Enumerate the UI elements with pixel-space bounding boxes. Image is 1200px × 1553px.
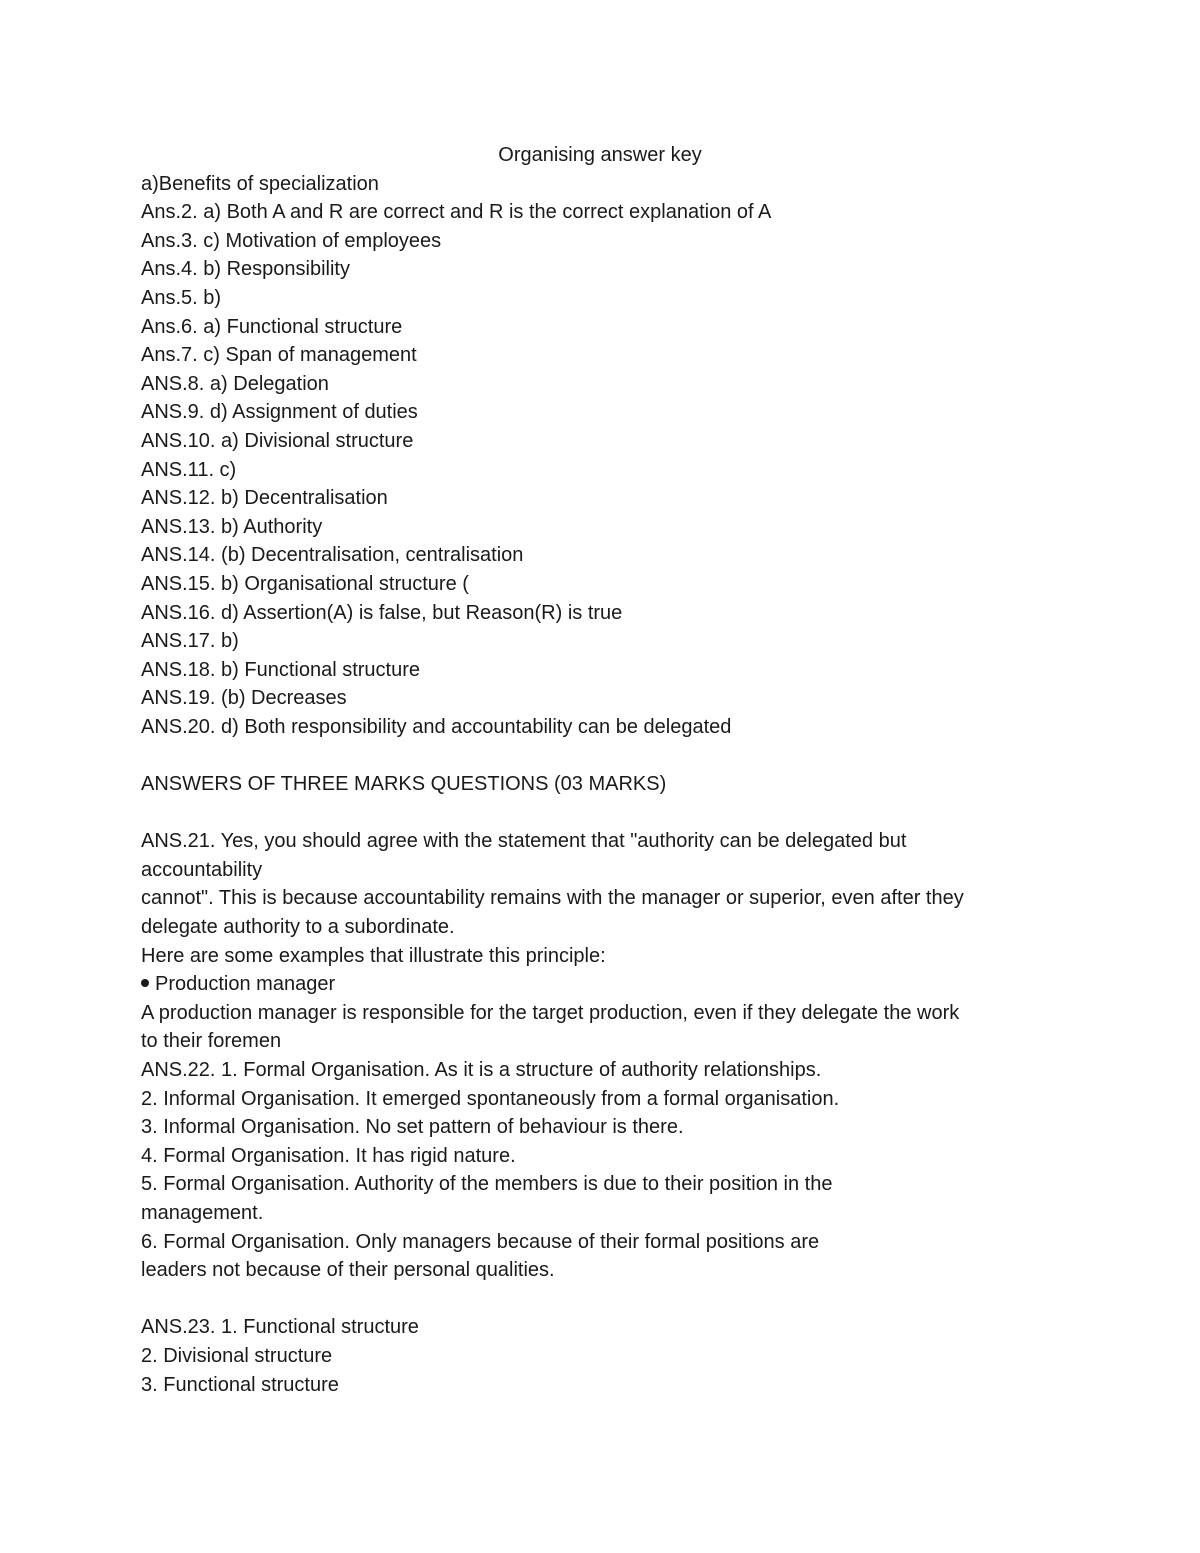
mcq-answer: ANS.11. c) [141,458,237,481]
mcq-answer: ANS.13. b) Authority [141,515,323,538]
answer-21-line: delegate authority to a subordinate. [141,916,455,939]
answer-22-line: 5. Formal Organisation. Authority of the members is due to their position in the [141,1173,833,1196]
mcq-answer: ANS.12. b) Decentralisation [141,487,388,510]
mcq-answer: ANS.18. b) Functional structure [141,658,421,681]
mcq-answer: Ans.7. c) Span of management [141,344,417,367]
paragraph-gap [141,799,1041,828]
mcq-answer: Ans.3. c) Motivation of employees [141,229,442,252]
answer-22-line: 2. Informal Organisation. It emerged spontaneously from a formal organisation. [141,1087,840,1110]
answer-23-line: ANS.23. 1. Functional structure [141,1316,419,1339]
bullet-text: Production manager [155,973,336,996]
mcq-answer: ANS.14. (b) Decentralisation, centralisation [141,544,524,567]
three-marks-heading: ANSWERS OF THREE MARKS QUESTIONS (03 MARKS) [141,773,667,796]
paragraph-gap [141,1285,1041,1314]
answer-23 [141,1313,1041,1399]
mcq-answer: ANS.19. (b) Decreases [141,687,347,710]
answer-23-line: 2. Divisional structure [141,1344,333,1367]
answer-22-line: 6. Formal Organisation. Only managers because of their formal positions are [141,1230,820,1253]
answer-21-line: to their foremen [141,1030,282,1053]
answer-21 [141,827,1041,1056]
mcq-answer: ANS.16. d) Assertion(A) is false, but Reason(R) is true [141,601,623,624]
answer-21-line: accountability [141,858,263,881]
bullet-icon [141,979,149,987]
answer-22-line: management. [141,1201,264,1224]
mcq-answer: ANS.20. d) Both responsibility and accountability can be delegated [141,715,732,738]
answer-21-line: ANS.21. Yes, you should agree with the statement that "authority can be delegated but [141,830,907,853]
document-body [141,141,1041,1399]
answer-22-line: 4. Formal Organisation. It has rigid nature. [141,1144,516,1167]
mcq-answer: a)Benefits of specialization [141,172,379,195]
mcq-answer: ANS.8. a) Delegation [141,372,329,395]
bullet-item [141,970,1041,999]
paragraph-gap [141,741,1041,770]
answer-22 [141,1056,1041,1285]
mcq-answer: Ans.6. a) Functional structure [141,315,403,338]
document-title: Organising answer key [498,144,702,166]
answer-23-line: 3. Functional structure [141,1373,339,1396]
mcq-answer: ANS.15. b) Organisational structure ( [141,572,469,595]
mcq-answer: ANS.10. a) Divisional structure [141,429,414,452]
mcq-answer: Ans.4. b) Responsibility [141,258,350,281]
mcq-answer: ANS.9. d) Assignment of duties [141,401,418,424]
mcq-answer: Ans.5. b) [141,286,222,309]
mcq-answer: ANS.17. b) [141,630,239,653]
answer-21-line: A production manager is responsible for the target production, even if they delegate the work [141,1001,960,1024]
answer-21-line: Here are some examples that illustrate this principle: [141,944,606,967]
answer-21-line: cannot". This is because accountability remains with the manager or superior, even after they [141,887,964,910]
answer-22-line: ANS.22. 1. Formal Organisation. As it is a structure of authority relationships. [141,1059,822,1081]
answer-22-line: 3. Informal Organisation. No set pattern of behaviour is there. [141,1116,684,1139]
mcq-answer-list [141,170,1041,742]
answer-22-line: leaders not because of their personal qualities. [141,1259,555,1282]
mcq-answer: Ans.2. a) Both A and R are correct and R is the correct explanation of A [141,201,772,224]
